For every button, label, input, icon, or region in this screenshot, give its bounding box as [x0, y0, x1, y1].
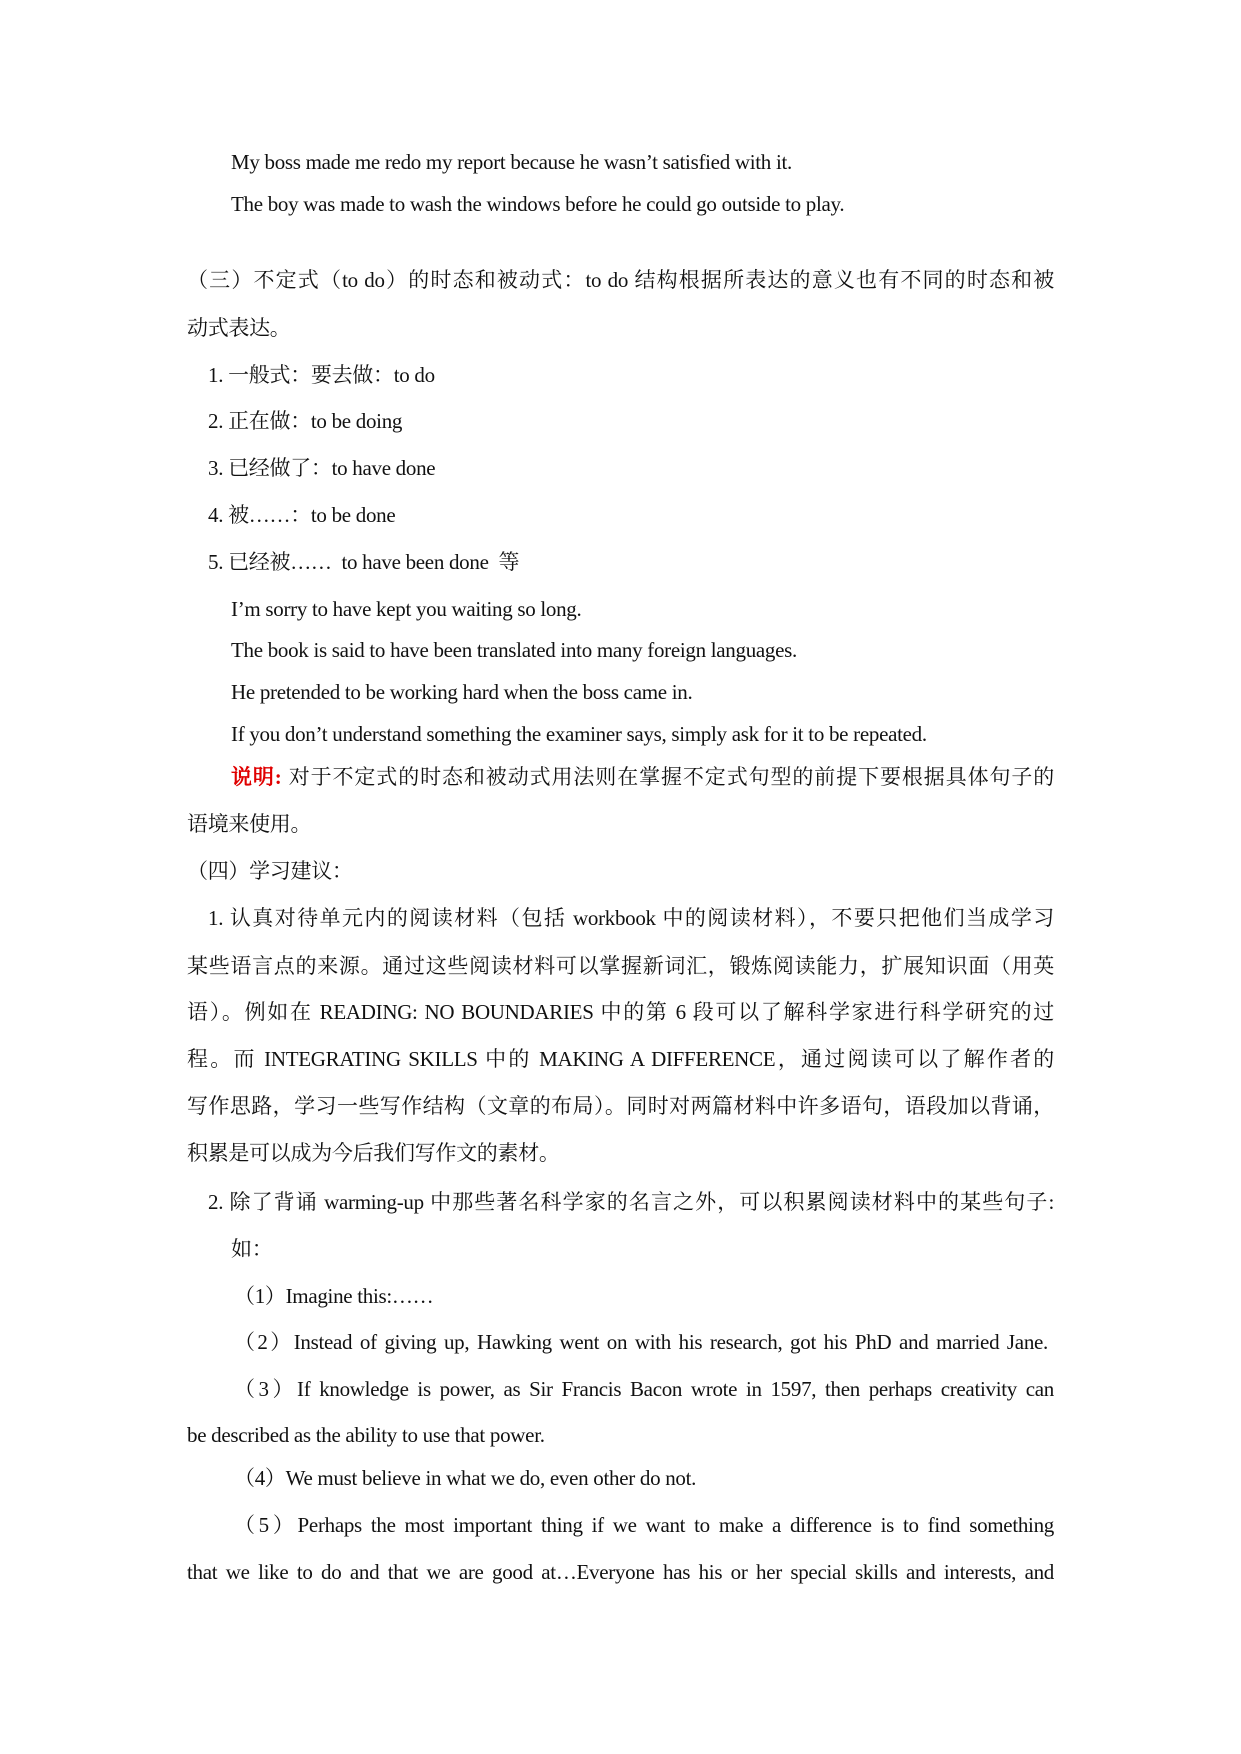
example-sentence: If you don’t understand something the examiner says, simply ask for it to be repeated. — [231, 722, 927, 746]
quote-item-continued: be described as the ability to use that power. — [187, 1423, 545, 1447]
suggestion-item-1-line: 写作思路，学习一些写作结构（文章的布局）。同时对两篇材料中许多语句，语段加以背诵， — [187, 1094, 1054, 1118]
form-list-item: 3. 已经做了：to have done — [208, 456, 436, 480]
suggestion-item-1-line: 程。而 INTEGRATING SKILLS 中的 MAKING A DIFFERENCE，通过阅读可以了解作者的 — [187, 1047, 1054, 1071]
section-heading: （四）学习建议： — [187, 859, 353, 883]
note-text-continued: 语境来使用。 — [187, 812, 312, 836]
suggestion-item-1-line: 积累是可以成为今后我们写作文的素材。 — [187, 1141, 560, 1165]
quote-item: （4）We must believe in what we do, even other do not. — [234, 1466, 697, 1490]
section-heading-continued: 动式表达。 — [187, 316, 291, 340]
quote-item: （1）Imagine this:…… — [234, 1284, 434, 1308]
form-list-item: 5. 已经被…… to have been done 等 — [208, 550, 520, 574]
example-sentence: I’m sorry to have kept you waiting so long. — [231, 597, 582, 621]
quote-item: （5）Perhaps the most important thing if we want to make a difference is to find something — [234, 1513, 1054, 1537]
suggestion-item-2: 2. 除了背诵 warming-up 中那些著名科学家的名言之外，可以积累阅读材料中的某些句子: — [208, 1190, 1054, 1214]
quote-item: （3）If knowledge is power, as Sir Francis Bacon wrote in 1597, then perhaps creativity can — [234, 1377, 1054, 1401]
note-label: 说明: — [231, 765, 282, 789]
form-list-item: 4. 被……：to be done — [208, 503, 396, 527]
suggestion-item-1-line: 某些语言点的来源。通过这些阅读材料可以掌握新词汇，锻炼阅读能力，扩展知识面（用英 — [187, 954, 1054, 978]
note-text: 对于不定式的时态和被动式用法则在掌握不定式句型的前提下要根据具体句子的 — [287, 765, 1055, 789]
suggestion-item-2-lead: 如： — [231, 1237, 273, 1261]
suggestion-item-1-line: 语）。例如在 READING: NO BOUNDARIES 中的第 6 段可以了解科学家进行科学研究的过 — [187, 1000, 1054, 1024]
example-sentence: My boss made me redo my report because he wasn’t satisfied with it. — [231, 150, 792, 174]
section-heading: （三）不定式（to do）的时态和被动式：to do 结构根据所表达的意义也有不同的时态和被 — [187, 268, 1054, 292]
suggestion-item-1: 1. 认真对待单元内的阅读材料（包括 workbook 中的阅读材料），不要只把他们当成学习 — [208, 906, 1054, 930]
form-list-item: 2. 正在做：to be doing — [208, 409, 403, 433]
example-sentence: The book is said to have been translated into many foreign languages. — [231, 638, 797, 662]
example-sentence: The boy was made to wash the windows before he could go outside to play. — [231, 192, 845, 216]
quote-item-continued: that we like to do and that we are good at…Everyone has his or her special skills and interests, and — [187, 1560, 1054, 1584]
form-list-item: 1. 一般式：要去做：to do — [208, 363, 435, 387]
example-sentence: He pretended to be working hard when the boss came in. — [231, 680, 693, 704]
quote-item: （2）Instead of giving up, Hawking went on with his research, got his PhD and married Jane. — [234, 1330, 1048, 1354]
note-paragraph — [231, 765, 1054, 789]
